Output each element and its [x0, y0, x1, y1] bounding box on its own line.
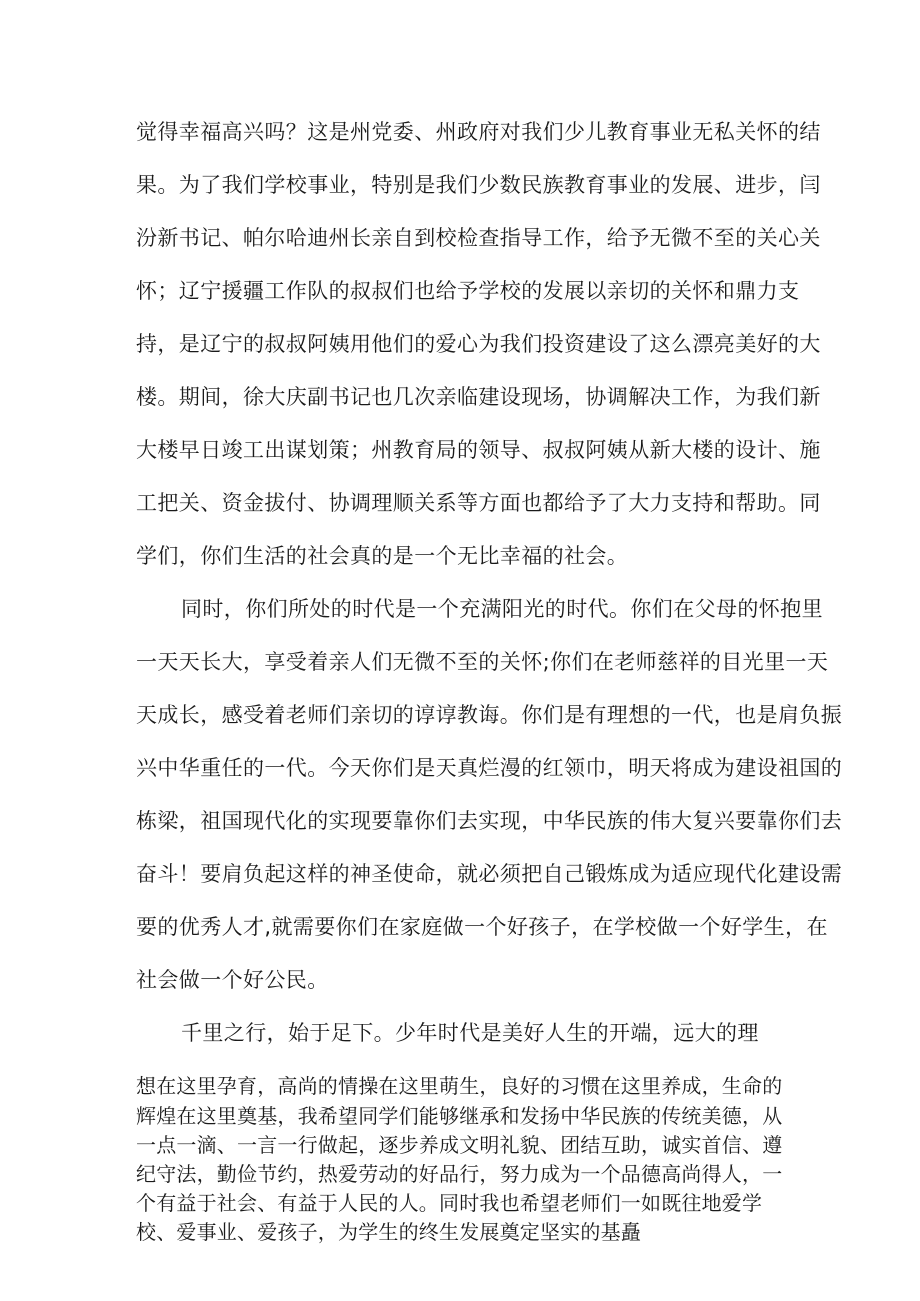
text-line: 社会做一个好公民。: [136, 968, 329, 992]
text-line: 果。为了我们学校事业，特别是我们少数民族教育事业的发展、进步，闫: [136, 173, 821, 197]
text-line: 兴中华重任的一代。今天你们是天真烂漫的红领巾，明天将成为建设祖国的: [136, 756, 843, 780]
text-line: 个有益于社会、有益于人民的人。同时我也希望老师们一如既往地爱学: [136, 1191, 763, 1215]
text-line: 辉煌在这里奠基，我希望同学们能够继承和发扬中华民族的传统美德，从: [136, 1104, 783, 1128]
text-line: 怀；辽宁援疆工作队的叔叔们也给予学校的发展以亲切的关怀和鼎力支: [136, 279, 800, 303]
text-line: 同时，你们所处的时代是一个充满阳光的时代。你们在父母的怀抱里: [181, 597, 823, 621]
text-line: 一点一滴、一言一行做起，逐步养成文明礼貌、团结互助，诚实首信、遵: [136, 1133, 783, 1157]
text-line: 学们，你们生活的社会真的是一个无比幸福的社会。: [136, 544, 629, 568]
text-line: 栋梁，祖国现代化的实现要靠你们去实现，中华民族的伟大复兴要靠你们去: [136, 809, 843, 833]
text-line: 校、爱事业、爱孩子，为学生的终生发展奠定坚实的基矗: [136, 1220, 641, 1244]
text-line: 工把关、资金拔付、协调理顺关系等方面也都给予了大力支持和帮助。同: [136, 491, 821, 515]
text-line: 一天天长大，享受着亲人们无微不至的关怀;你们在老师慈祥的目光里一天: [136, 650, 829, 674]
text-line: 汾新书记、帕尔哈迪州长亲自到校检查指导工作，给予无微不至的关心关: [136, 226, 821, 250]
text-line: 持，是辽宁的叔叔阿姨用他们的爱心为我们投资建设了这么漂亮美好的大: [136, 332, 821, 356]
text-line: 天成长，感受着老师们亲切的谆谆教诲。你们是有理想的一代，也是肩负振: [136, 703, 843, 727]
text-line: 奋斗！要肩负起这样的神圣使命，就必须把自己锻炼成为适应现代化建设需: [136, 862, 843, 886]
text-line: 想在这里孕育，高尚的情操在这里萌生，良好的习惯在这里养成，生命的: [136, 1074, 783, 1098]
text-line: 楼。期间，徐大庆副书记也几次亲临建设现场，协调解决工作，为我们新: [136, 385, 821, 409]
text-line: 纪守法，勤俭节约，热爱劳动的好品行，努力成为一个品德高尚得人，一: [136, 1162, 783, 1186]
text-line: 大楼早日竣工出谋划策；州教育局的领导、叔叔阿姨从新大楼的设计、施: [136, 438, 821, 462]
text-line: 千里之行，始于足下。少年时代是美好人生的开端，远大的理: [181, 1021, 759, 1045]
text-line: 要的优秀人才,就需要你们在家庭做一个好孩子，在学校做一个好学生，在: [136, 915, 828, 939]
text-line: 觉得幸福高兴吗？这是州党委、州政府对我们少儿教育事业无私关怀的结: [136, 120, 821, 144]
